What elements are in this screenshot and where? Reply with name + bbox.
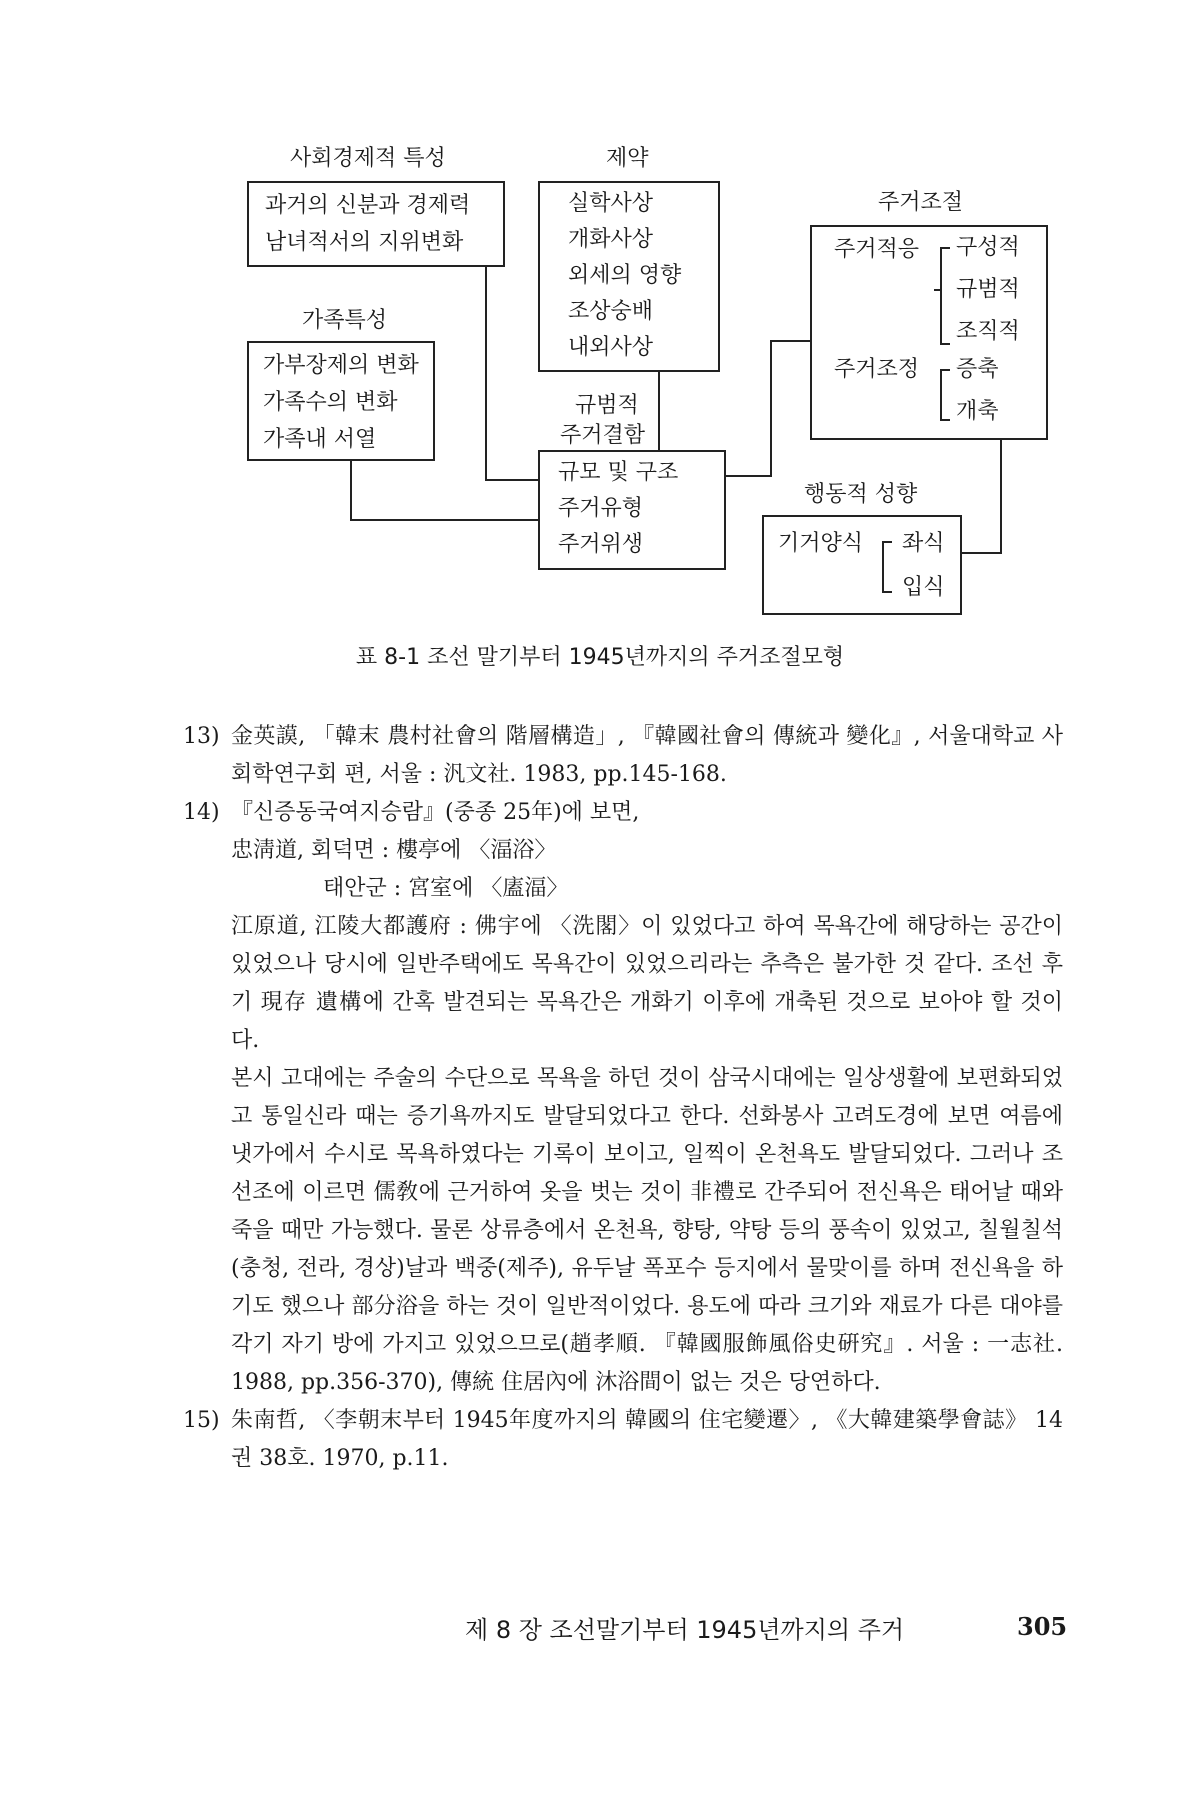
adapt-label: 주거적응	[834, 237, 920, 262]
adjust-label: 주거조절	[878, 190, 964, 215]
adjust2-item: 개축	[956, 399, 999, 424]
connector-line	[350, 459, 352, 521]
chapter-footer: 제 8 장 조선말기부터 1945년까지의 주거	[465, 1616, 905, 1644]
adapt-item: 조직적	[956, 319, 1020, 344]
constraint-item: 내외사상	[568, 335, 654, 360]
constraint-label: 제약	[606, 146, 649, 171]
footnote-text: 忠淸道, 회덕면 : 樓亭에 〈湢浴〉	[231, 838, 557, 863]
constraint-item: 개화사상	[568, 227, 654, 252]
socio-item: 남녀적서의 지위변화	[265, 230, 464, 255]
deficit-label: 주거결함	[560, 423, 646, 448]
connector-line	[770, 340, 812, 342]
constraint-item: 실학사상	[568, 191, 654, 216]
adapt-item: 규범적	[956, 277, 1020, 302]
footnote-number: 15)	[183, 1408, 220, 1433]
family-item: 가족수의 변화	[263, 390, 398, 415]
adapt-item: 구성적	[956, 235, 1020, 260]
footnote-text: 金英謨, 「韓末 農村社會의 階層構造」, 『韓國社會의 傳統과 變化』, 서울대학교 사회학연구회 편, 서울 : 汎文社. 1983, pp.145-168.	[231, 724, 1063, 787]
footnote-15	[183, 1402, 1063, 1478]
deficit-item: 주거유형	[558, 496, 644, 521]
footnote-text: 태안군 : 宮室에 〈廅湢〉	[323, 876, 569, 901]
adjust2-bracket	[940, 369, 950, 421]
connector-line	[962, 552, 1002, 554]
constraint-item: 조상숭배	[568, 299, 654, 324]
constraint-box	[538, 181, 720, 372]
family-item: 가족내 서열	[263, 427, 377, 452]
adapt-bracket	[940, 247, 950, 345]
footnote-13	[183, 718, 1063, 794]
connector-line	[725, 475, 772, 477]
family-box	[247, 341, 435, 461]
deficit-box	[538, 450, 726, 570]
adapt-bracket-tick	[934, 289, 942, 291]
socio-label: 사회경제적 특성	[290, 146, 446, 171]
connector-line	[658, 370, 660, 452]
footnote-text: 江原道, 江陵大都護府 : 佛宇에 〈洗閣〉이 있었다고 하여 목욕간에 해당하는 공간이 있었으나 당시에 일반주택에도 목욕간이 있었으리라는 추측은 불가한 것 같다. 조선 후기 現存 遺構에 간혹 발견되는 목욕간은 개화기 이후에 개축된 것으로 보아야 할 것이다.	[231, 914, 1063, 1053]
connector-line	[485, 265, 487, 481]
adjust2-item: 증축	[956, 357, 999, 382]
behavior-label: 행동적 성향	[804, 482, 918, 507]
living-item: 입식	[902, 575, 945, 600]
deficit-item: 주거위생	[558, 532, 644, 557]
connector-line	[1000, 438, 1002, 554]
footnote-number: 13)	[183, 724, 220, 749]
footnote-number: 14)	[183, 800, 220, 825]
deficit-label: 규범적	[575, 393, 639, 418]
connector-line	[485, 479, 540, 481]
living-item: 좌식	[902, 531, 945, 556]
family-item: 가부장제의 변화	[263, 353, 419, 378]
constraint-item: 외세의 영향	[568, 263, 682, 288]
footnote-text: 본시 고대에는 주술의 수단으로 목욕을 하던 것이 삼국시대에는 일상생활에 보편화되었고 통일신라 때는 증기욕까지도 발달되었다고 한다. 선화봉사 고려도경에 보면 여름에 냇가에서 수시로 목욕하였다는 기록이 보이고, 일찍이 온천욕도 발달되었다. 그러나 조선조에 이르면 儒敎에 근거하여 옷을 벗는 것이 非禮로 간주되어 전신욕은 태어날 때와 죽을 때만 가능했다. 물론 상류층에서 온천욕, 향탕, 약탕 등의 풍속이 있었고, 칠월칠석(충청, 전라, 경상)날과 백중(제주), 유두날 폭포수 등지에서 물맞이를 하며 전신욕을 하기도 했으나 部分浴을 하는 것이 일반적이었다. 용도에 따라 크기와 재료가 다른 대야를 각기 자기 방에 가지고 있었으므로(趙孝順. 『韓國服飾風俗史硏究』. 서울 : 一志社. 1988, pp.356-370), 傳統 住居內에 沐浴間이 없는 것은 당연하다.	[231, 1066, 1063, 1395]
adjust-box	[810, 225, 1048, 440]
family-label: 가족특성	[302, 308, 388, 333]
socio-item: 과거의 신분과 경제력	[265, 193, 471, 218]
footnote-text: 朱南哲, 〈李朝末부터 1945年度까지의 韓國의 住宅變遷〉, 《大韓建築學會誌》 14권 38호. 1970, p.11.	[231, 1408, 1063, 1471]
footnote-14	[183, 794, 1063, 1402]
figure-caption: 표 8-1 조선 말기부터 1945년까지의 주거조절모형	[355, 645, 845, 670]
living-bracket	[882, 541, 892, 593]
living-label: 기거양식	[778, 531, 864, 556]
page-number: 305	[1017, 1612, 1068, 1641]
behavior-box	[762, 515, 962, 615]
deficit-item: 규모 및 구조	[558, 460, 679, 485]
footnotes	[183, 718, 1063, 1478]
footnote-text: 『신증동국여지승람』(중종 25年)에 보면,	[231, 800, 640, 825]
adjust2-label: 주거조정	[834, 357, 920, 382]
connector-line	[350, 519, 540, 521]
socio-box	[247, 181, 505, 267]
connector-line	[770, 340, 772, 477]
